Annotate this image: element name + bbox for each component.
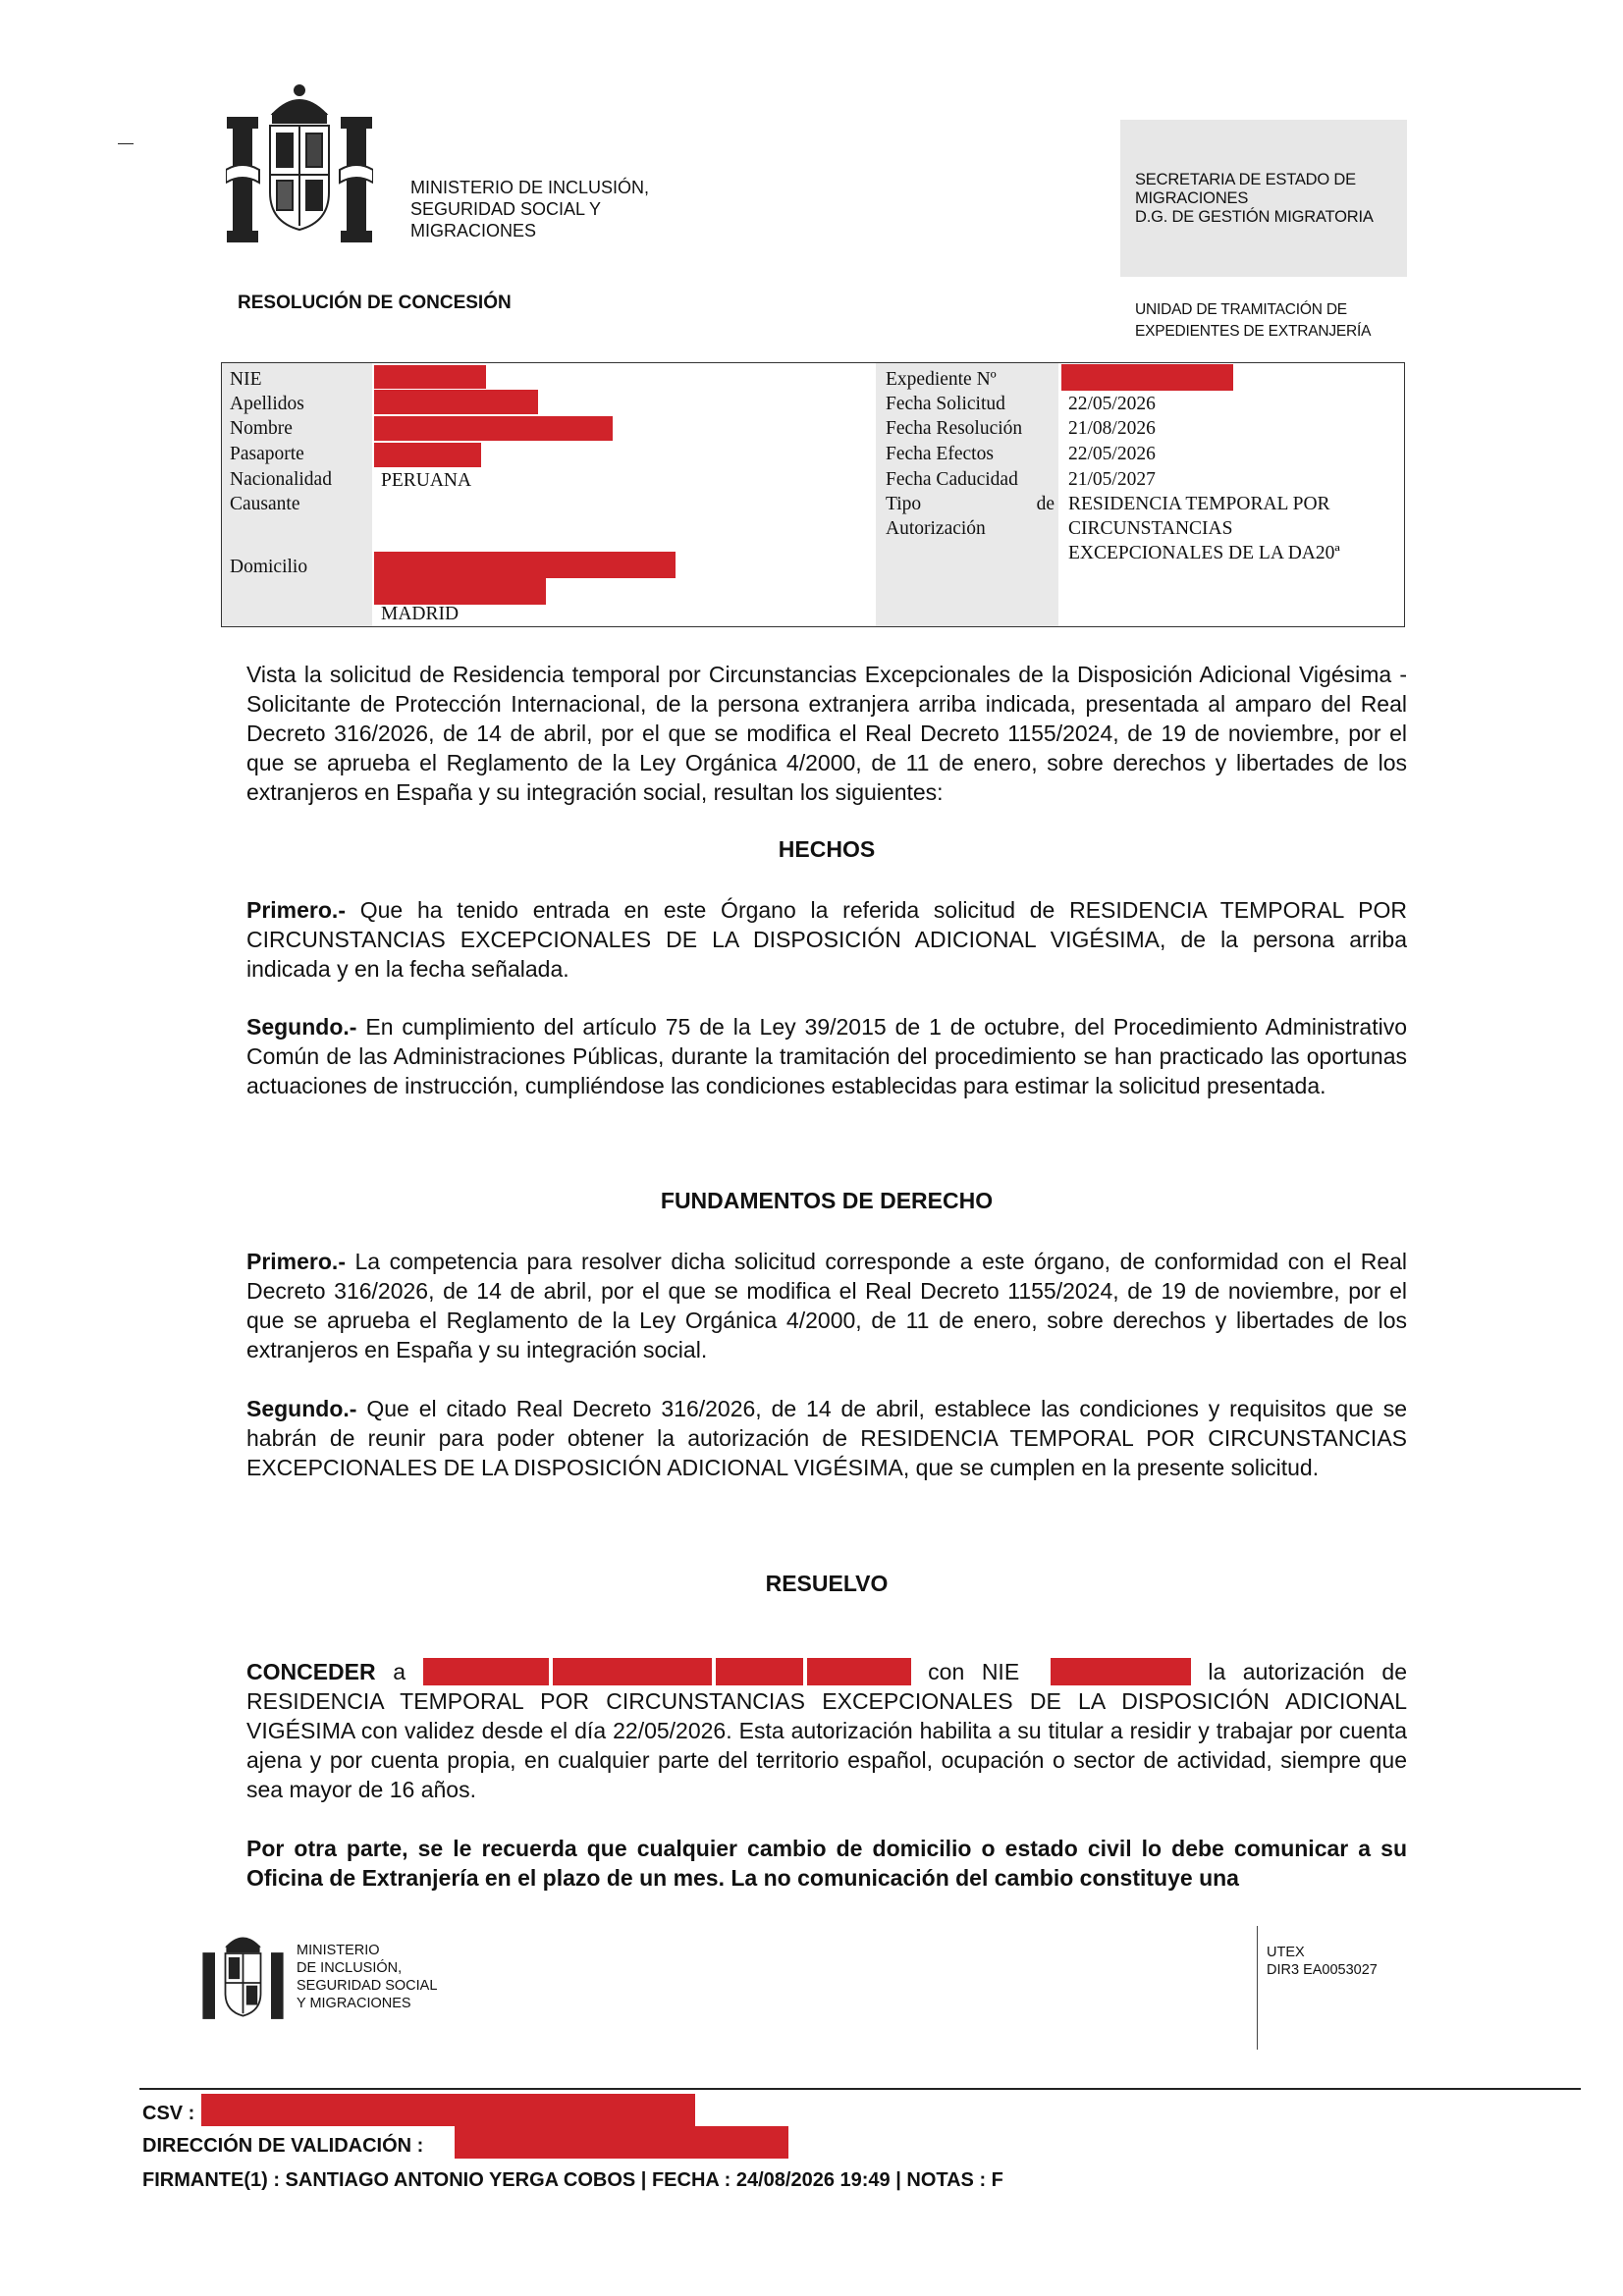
ministry-name: MINISTERIO DE INCLUSIÓN, SEGURIDAD SOCIAL Y MIGRACIONES xyxy=(410,178,650,240)
value-fecha-solicitud: 22/05/2026 xyxy=(1068,394,1156,414)
label-nie: NIE xyxy=(230,369,262,390)
value-tipo-3: EXCEPCIONALES DE LA DA20ª xyxy=(1068,543,1340,563)
label-expediente: Expediente Nº xyxy=(886,369,997,390)
direccion-label: DIRECCIÓN DE VALIDACIÓN : xyxy=(142,2135,424,2157)
redaction-csv xyxy=(201,2094,695,2126)
value-fecha-resolucion: 21/08/2026 xyxy=(1068,418,1156,439)
label-nombre: Nombre xyxy=(230,418,293,439)
redaction-apellidos xyxy=(374,390,538,414)
label-fecha-solicitud: Fecha Solicitud xyxy=(886,394,1005,414)
label-domicilio: Domicilio xyxy=(230,557,308,577)
hechos-heading: HECHOS xyxy=(778,836,876,862)
redaction-conceder-3 xyxy=(716,1658,803,1685)
value-fecha-caducidad: 21/05/2027 xyxy=(1068,469,1156,490)
label-autorizacion: Autorización xyxy=(886,518,986,539)
label-fecha-resolucion: Fecha Resolución xyxy=(886,418,1023,439)
secretaria-text: SECRETARIA DE ESTADO DE MIGRACIONES D.G. DE GESTIÓN MIGRATORIA xyxy=(1135,171,1374,226)
value-tipo-2: CIRCUNSTANCIAS xyxy=(1068,518,1233,539)
label-tipo-row: Tipo de xyxy=(886,494,1055,514)
utex-divider xyxy=(1257,1926,1258,2050)
utex-text: UTEX DIR3 EA0053027 xyxy=(1267,1945,1378,1978)
redaction-conceder-1 xyxy=(423,1658,549,1685)
fundamentos-primero: Primero.- La competencia para resolver dicha solicitud corresponde a este órgano, de conformidad con el Real Decreto 316/2026, de 14 de abril, por el que se modifica el Real Decreto 1155/2024, de 19 de noviembre, por el que se aprueba el Reglamento de la Ley Orgánica 4/2000, de 11 de enero, sobre derechos y libertades de los extranjeros en España y su integración social. xyxy=(246,1249,1408,1362)
intro-paragraph: Vista la solicitud de Residencia temporal por Circunstancias Excepcionales de la Disposición Adicional Vigésima - Solicitante de Protección Internacional, de la persona extranjera arriba indicada, presentada al amparo del Real Decreto 316/2026, de 14 de abril, por el que se modifica el Real Decreto 1155/2024, de 19 de noviembre, por el que se aprueba el Reglamento de la Ley Orgánica 4/2000, de 11 de enero, sobre derechos y libertades de los extranjeros en España y su integración social, resultan los siguientes: xyxy=(246,662,1407,805)
redaction-conceder-4 xyxy=(807,1658,911,1685)
label-apellidos: Apellidos xyxy=(230,394,304,414)
label-nacionalidad: Nacionalidad xyxy=(230,469,332,490)
value-nacionalidad: PERUANA xyxy=(381,470,472,491)
label-pasaporte: Pasaporte xyxy=(230,444,304,464)
footer-ministry: MINISTERIO DE INCLUSIÓN, SEGURIDAD SOCIAL Y MIGRACIONES xyxy=(297,1943,438,2011)
coat-of-arms-small-icon xyxy=(196,1924,290,2027)
firmante-line: FIRMANTE(1) : SANTIAGO ANTONIO YERGA COBOS | FECHA : 24/08/2026 19:49 | NOTAS : F xyxy=(142,2169,1003,2191)
unidad-text: UNIDAD DE TRAMITACIÓN DE EXPEDIENTES DE EXTRANJERÍA xyxy=(1135,301,1372,340)
redaction-expediente xyxy=(1061,364,1233,391)
redaction-nie xyxy=(374,365,486,389)
resuelvo-heading: RESUELVO xyxy=(765,1571,889,1596)
value-fecha-efectos: 22/05/2026 xyxy=(1068,444,1156,464)
footer-rule xyxy=(139,2088,1581,2090)
aviso-paragraph: Por otra parte, se le recuerda que cualquier cambio de domicilio o estado civil lo debe comunicar a su Oficina de Extranjería en el plazo de un mes. La no comunicación del cambio constituye una xyxy=(246,1836,1407,1891)
redaction-conceder-nie xyxy=(1051,1658,1191,1685)
redaction-direccion xyxy=(455,2126,788,2159)
redaction-pasaporte xyxy=(374,443,481,467)
fundamentos-segundo: Segundo.- Que el citado Real Decreto 316/2026, de 14 de abril, establece las condiciones y requisitos que se habrán de reunir para poder obtener la autorización de RESIDENCIA TEMPORAL POR CIRCUNSTANCIAS EXCEPCIONALES DE LA DISPOSICIÓN ADICIONAL VIGÉSIMA, que se cumplen en la presente solicitud. xyxy=(246,1396,1407,1480)
hechos-primero: Primero.- Que ha tenido entrada en este Órgano la referida solicitud de RESIDENCIA TEMPORAL POR CIRCUNSTANCIAS EXCEPCIONALES DE LA DISPOSICIÓN ADICIONAL VIGÉSIMA, de la persona arriba indicada y en la fecha señalada. xyxy=(246,897,1408,982)
redaction-conceder-2 xyxy=(553,1658,712,1685)
label-fecha-caducidad: Fecha Caducidad xyxy=(886,469,1018,490)
conceder-line: CONCEDER a con NIE la autorización de xyxy=(246,1659,1407,1684)
label-fecha-efectos: Fecha Efectos xyxy=(886,444,994,464)
csv-label: CSV : xyxy=(142,2103,195,2124)
hechos-segundo: Segundo.- En cumplimiento del artículo 75 de la Ley 39/2015 de 1 de octubre, del Procedimiento Administrativo Común de las Administraciones Públicas, durante la tramitación del procedimiento se han practicado las oportunas actuaciones de instrucción, cumpliéndose las condiciones establecidas para estimar la solicitud presentada. xyxy=(246,1014,1408,1098)
fundamentos-heading: FUNDAMENTOS DE DERECHO xyxy=(660,1188,994,1213)
conceder-paragraph: RESIDENCIA TEMPORAL POR CIRCUNSTANCIAS EXCEPCIONALES DE LA DISPOSICIÓN ADICIONAL VIGÉSIMA con validez desde el día 22/05/2026. Esta autorización habilita a su titular a residir y trabajar por cuenta ajena y por cuenta propia, en cualquier parte del territorio español, ocupación o sector de actividad, siempre que sea mayor de 16 años. xyxy=(246,1688,1407,1802)
value-tipo-1: RESIDENCIA TEMPORAL POR xyxy=(1068,494,1330,514)
coat-of-arms-icon xyxy=(226,77,373,248)
redaction-domicilio-2 xyxy=(374,578,546,605)
header-dash xyxy=(118,143,134,144)
value-ciudad: MADRID xyxy=(381,604,460,624)
label-causante: Causante xyxy=(230,494,300,514)
redaction-domicilio-1 xyxy=(374,552,676,578)
document-title: RESOLUCIÓN DE CONCESIÓN xyxy=(238,293,512,313)
redaction-nombre xyxy=(374,416,613,441)
